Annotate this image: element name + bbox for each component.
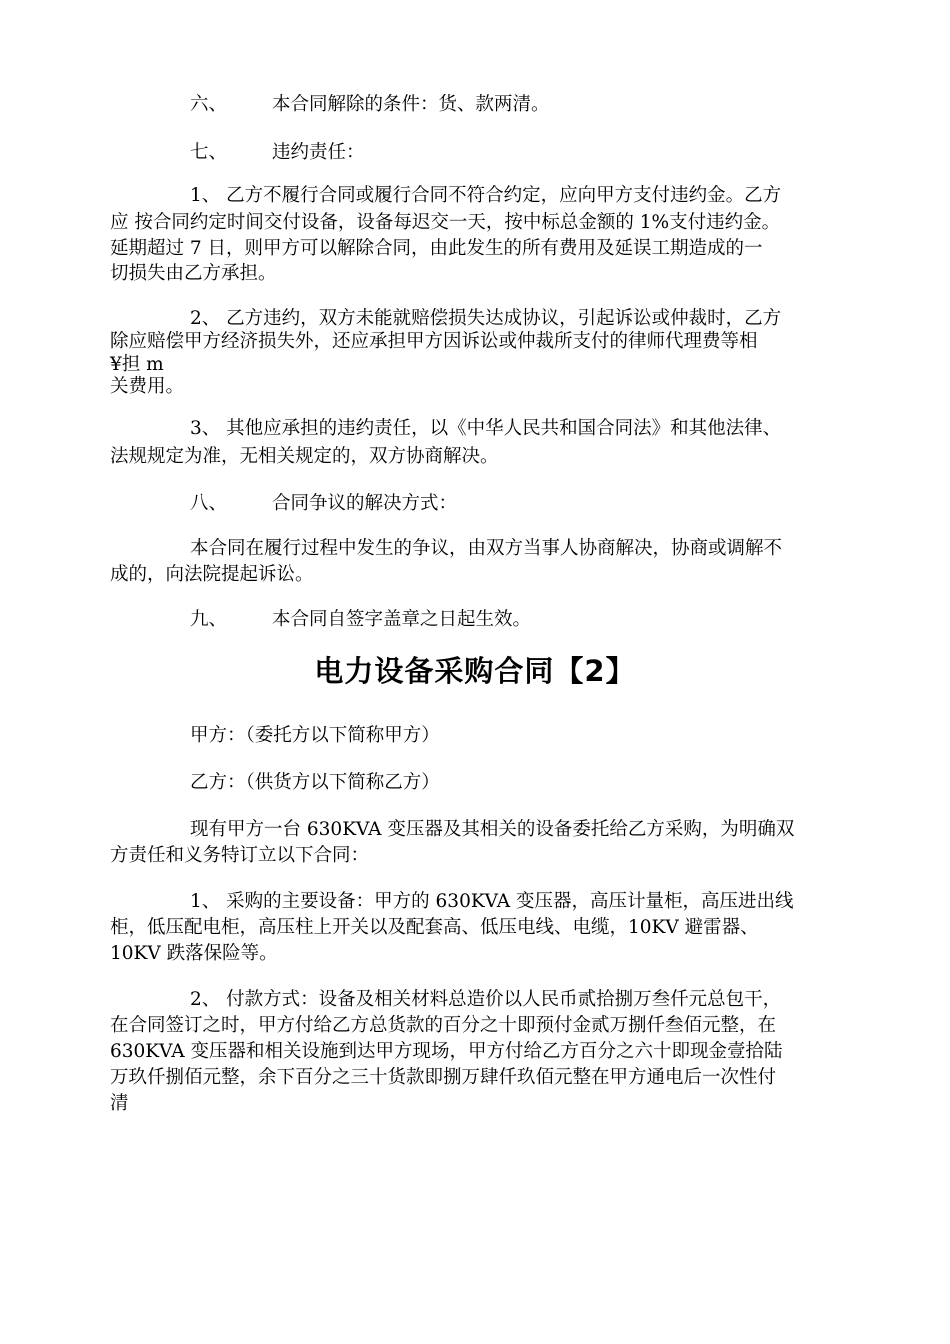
paragraph-line: 2、 乙方违约，双方未能就赔偿损失达成协议，引起诉讼或仲裁时，乙方: [190, 308, 782, 329]
paragraph-line: 3、 其他应承担的违约责任，以《中华人民共和国合同法》和其他法律、: [190, 418, 782, 439]
section-7: [190, 140, 365, 166]
section-6: [190, 92, 550, 118]
paragraph-line: 在合同签订之时，甲方付给乙方总货款的百分之十即预付金贰万捌仟叁佰元整，在: [110, 1015, 777, 1036]
paragraph-line: 1、 乙方不履行合同或履行合同不符合约定，应向甲方支付违约金。乙方: [190, 185, 782, 206]
party-a-line: 甲方：（委托方以下简称甲方）: [190, 725, 440, 746]
paragraph-line: 关费用。: [110, 376, 185, 397]
section-number: 八、: [190, 493, 228, 514]
paragraph-line: 630KVA 变压器和相关设施到达甲方现场，甲方付给乙方百分之六十即现金壹拾陆: [110, 1041, 783, 1062]
paragraph-line: 除应赔偿甲方经济损失外，还应承担甲方因诉讼或仲裁所支付的律师代理费等相: [110, 331, 758, 352]
party-b-line: 乙方：（供货方以下简称乙方）: [190, 772, 440, 793]
paragraph-line: 延期超过 7 日，则甲方可以解除合同，由此发生的所有费用及延误工期造成的一: [110, 238, 763, 259]
paragraph-line: ¥担 m: [110, 354, 164, 375]
section-text: 合同争议的解决方式：: [272, 493, 458, 514]
section-text: 违约责任：: [272, 142, 365, 163]
paragraph-line: 方责任和义务特订立以下合同：: [110, 845, 370, 866]
section-number: 六、: [190, 94, 228, 115]
paragraph-line: 清: [110, 1093, 129, 1114]
paragraph-line: 1、 采购的主要设备：甲方的 630KVA 变压器，高压计量柜，高压进出线: [190, 891, 794, 912]
document-title: 电力设备采购合同【2】: [314, 654, 636, 688]
section-text: 本合同解除的条件：货、款两清。: [272, 94, 550, 115]
section-number: 九、: [190, 609, 228, 630]
section-text: 本合同自签字盖章之日起生效。: [272, 609, 532, 630]
paragraph-line: 成的，向法院提起诉讼。: [110, 564, 314, 585]
section-9: [190, 607, 531, 633]
paragraph-line: 现有甲方一台 630KVA 变压器及其相关的设备委托给乙方采购，为明确双: [190, 819, 795, 840]
paragraph-line: 万玖仟捌佰元整，余下百分之三十货款即捌万肆仟玖佰元整在甲方通电后一次性付: [110, 1067, 777, 1088]
paragraph-line: 切损失由乙方承担。: [110, 263, 277, 284]
paragraph-line: 10KV 跌落保险等。: [110, 943, 278, 964]
section-8: [190, 491, 457, 517]
section-number: 七、: [190, 142, 228, 163]
paragraph-line: 应 按合同约定时间交付设备，设备每迟交一天，按中标总金额的 1%支付违约金。: [110, 212, 781, 233]
paragraph-line: 法规规定为准，无相关规定的，双方协商解决。: [110, 446, 499, 467]
paragraph-line: 本合同在履行过程中发生的争议，由双方当事人协商解决，协商或调解不: [190, 538, 783, 559]
paragraph-line: 2、 付款方式：设备及相关材料总造价以人民币贰拾捌万叁仟元总包干，: [190, 989, 782, 1010]
paragraph-line: 柜，低压配电柜，高压柱上开关以及配套高、低压电线、电缆，10KV 避雷器、: [110, 917, 759, 938]
